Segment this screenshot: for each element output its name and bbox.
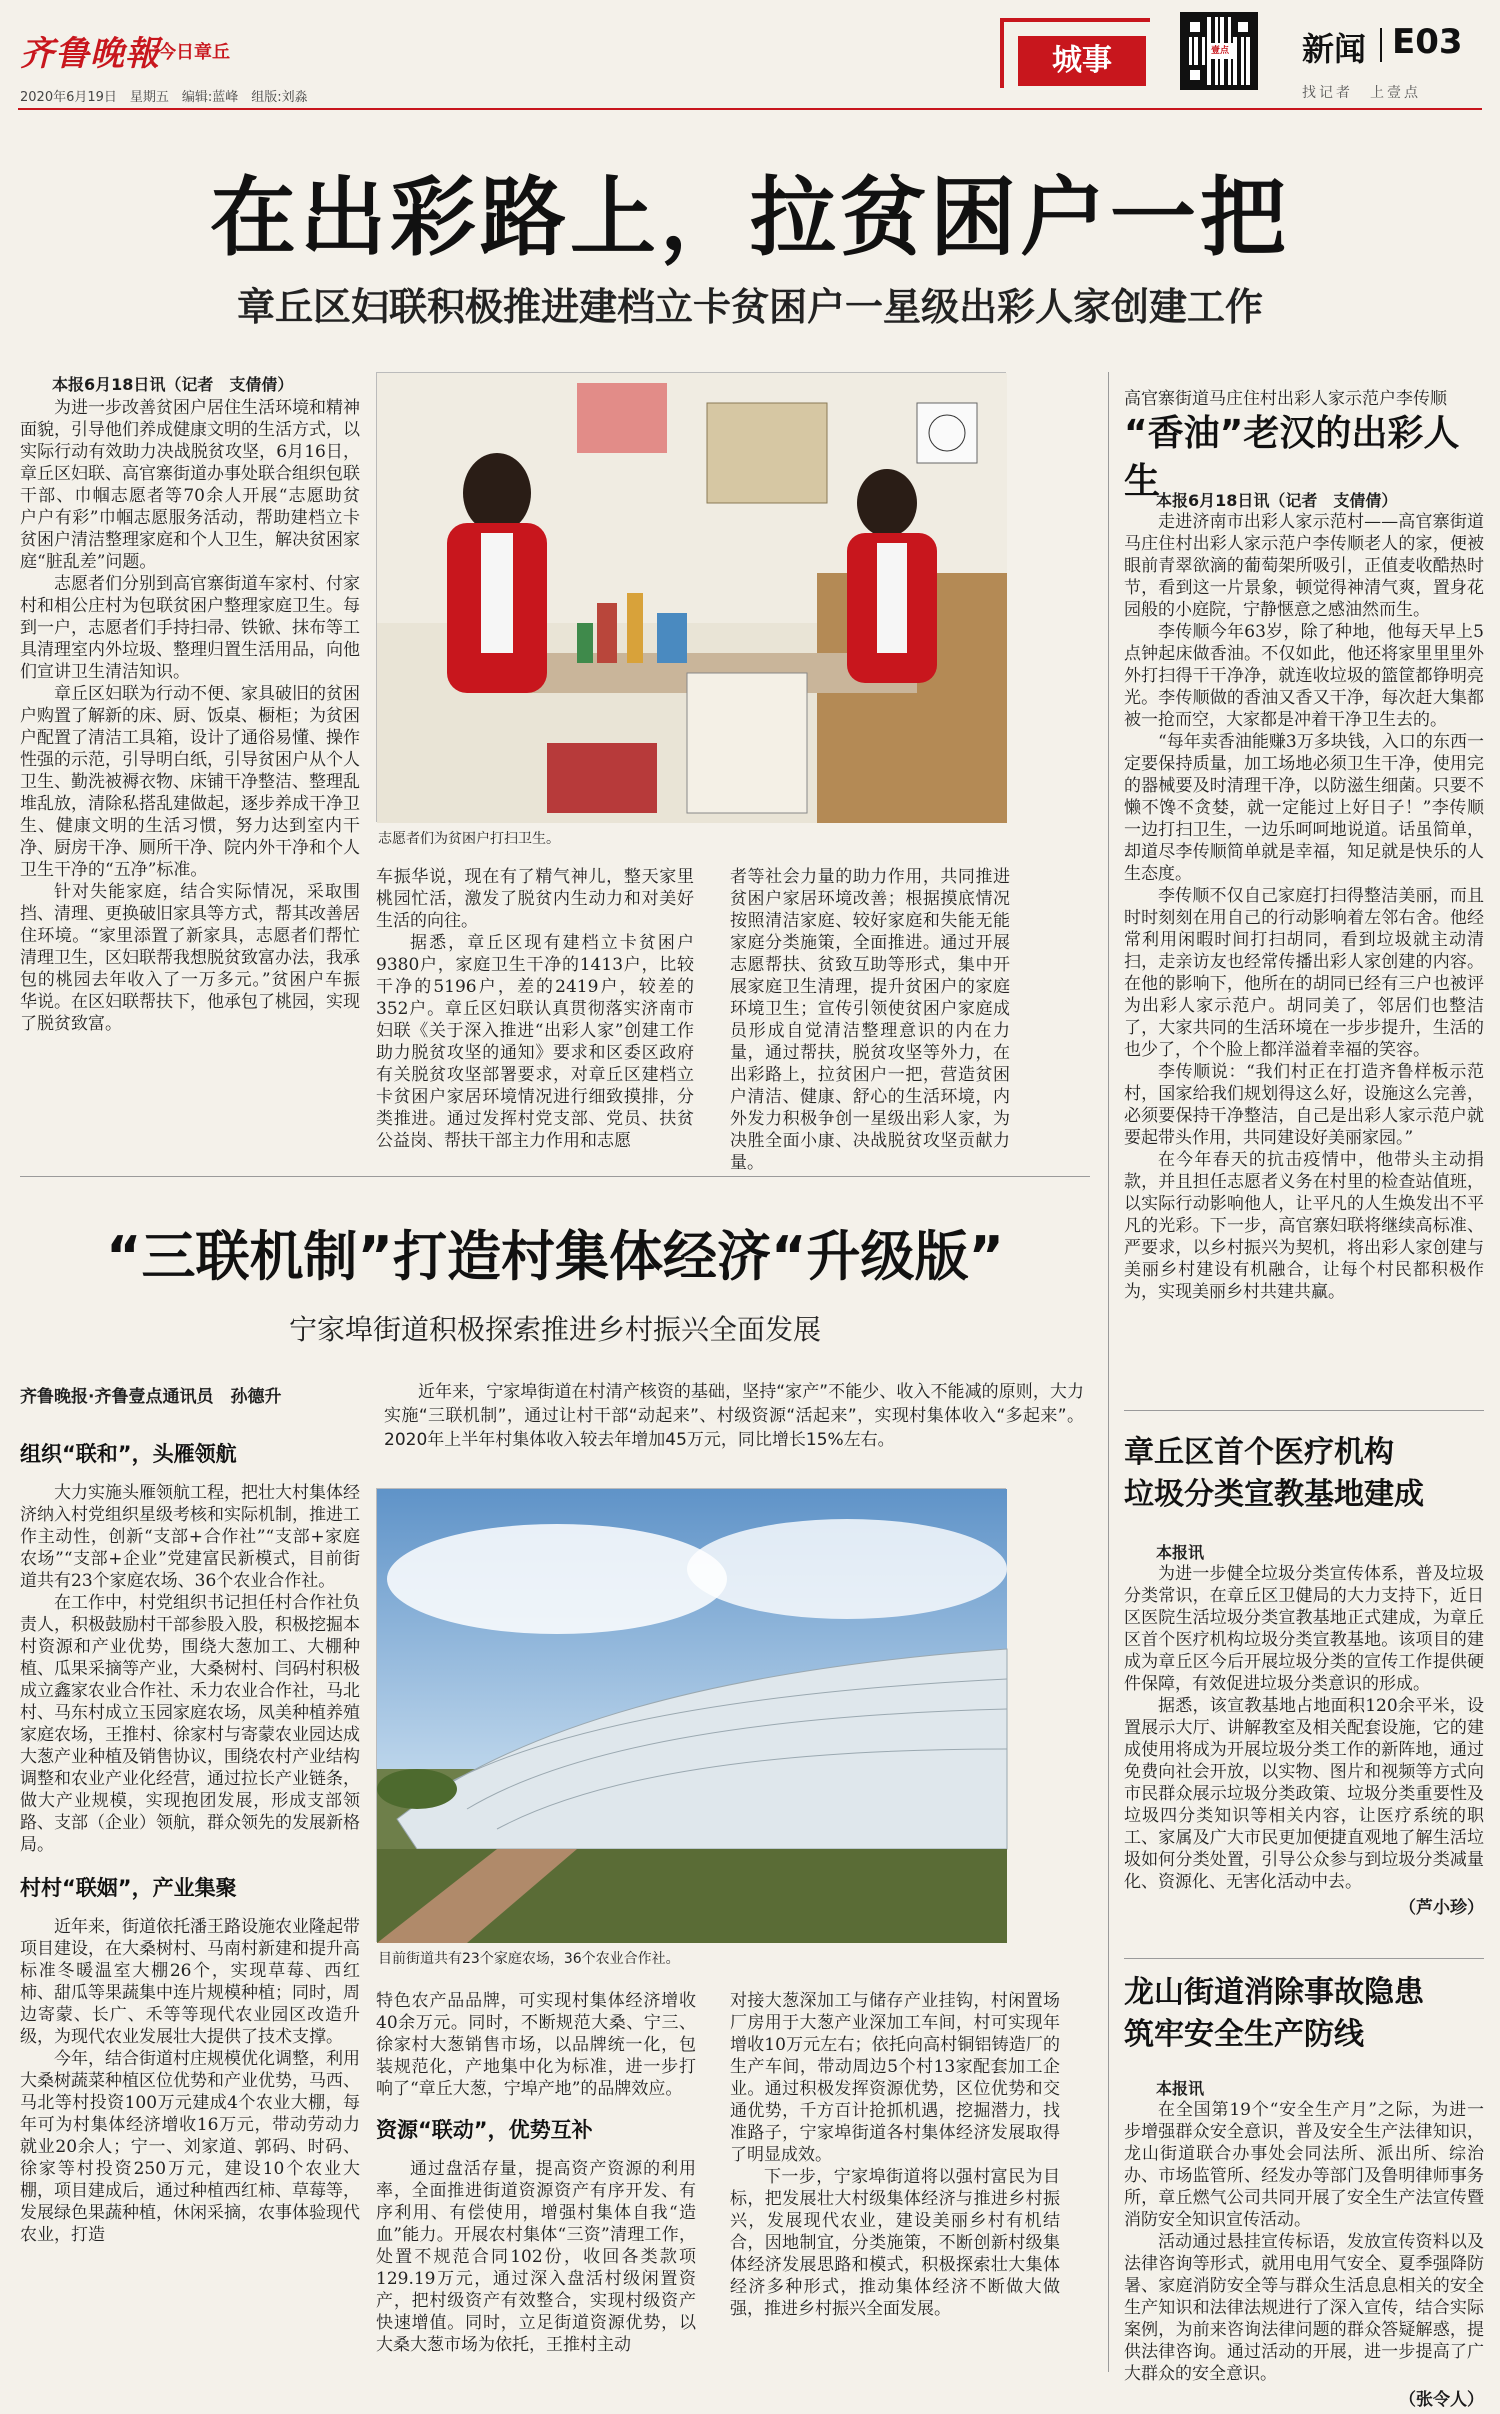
page-number: E03 <box>1392 22 1463 62</box>
article4-dateline: 本报讯 <box>1156 1543 1205 1562</box>
article1-col2 <box>376 866 694 1166</box>
article4-headline-line2: 垃圾分类宣教基地建成 <box>1124 1477 1424 1512</box>
article2-headline: “香油”老汉的出彩人生 <box>1124 413 1460 502</box>
paragraph: 走进济南市出彩人家示范村——高官寨街道马庄住村出彩人家示范户李传顺老人的家，便被眼前青翠欲滴的葡萄架所吸引，正值麦收酷热时节，看到这一片景象，顿觉得神清气爽，置身花园般的小庭院，宁静惬意之感油然而生。 <box>1124 512 1484 620</box>
paragraph: 活动通过悬挂宣传标语，发放宣传资料以及法律咨询等形式，就用电用气安全、夏季强降防暑、家庭消防安全等与群众生活息息相关的安全生产知识和法律法规进行了深入宣传，结合实际案例，为前来咨询法律问题的群众答疑解惑，提供法律咨询。通过活动的开展，进一步提高了广大群众的安全意识。 <box>1124 2232 1484 2384</box>
article4-signoff: （芦小珍） <box>1399 1898 1484 1918</box>
article1-headline: 在出彩路上，拉贫困户一把 <box>210 168 1290 268</box>
article5-text <box>1124 2099 1484 2385</box>
article1-col1 <box>20 372 360 1162</box>
article3-col1 <box>20 1420 360 2390</box>
paragraph: 据悉，该宣教基地占地面积120余平米，设置展示大厅、讲解教室及相关配套设施，它的建成使用将成为开展垃圾分类工作的新阵地，通过免费向社会开放，以实物、图片和视频等方式向市民群众展示垃圾分类政策、垃圾分类重要性及垃圾四分类知识等相关内容，让医疗系统的职工、家属及广大市民更加便捷直观地了解生活垃圾如何分类处置，引导公众参与到垃圾分类减量化、资源化、无害化活动中去。 <box>1124 1696 1484 1892</box>
article1-bottom-rule <box>20 1176 1090 1177</box>
article3-para-5 <box>730 1990 1060 2320</box>
section-tag <box>1000 18 1150 88</box>
paragraph: 在今年春天的抗击疫情中，他带头主动捐款，并且担任志愿者义务在村里的检查站值班，以实际行动影响他人，让平凡的人生焕发出不平凡的光彩。下一步，高官寨妇联将继续高标准、严要求，以乡村振兴为契机，将出彩人家创建与美丽乡村建设有机融合，让每个村民都积极作为，实现美丽乡村共建共赢。 <box>1124 1150 1484 1302</box>
article5-signoff: （张令人） <box>1399 2390 1484 2410</box>
paragraph: 李传顺今年63岁，除了种地，他每天早上5点钟起床做香油。不仅如此，他还将家里里里外外打扫得干干净净，就连收垃圾的篮筐都铮明亮光。李传顺做的香油又香又干净，每次赶大集都被一抢而空，大家都是冲着干净卫生去的。 <box>1124 622 1484 730</box>
qr-center-logo: 壹点 <box>1207 43 1233 59</box>
paragraph: 为进一步健全垃圾分类宣传体系，普及垃圾分类常识，在章丘区卫健局的大力支持下，近日区医院生活垃圾分类宣教基地正式建成，为章丘区首个医疗机构垃圾分类宣教基地。该项目的建成为章丘区今后开展垃圾分类的宣传工作提供硬件保障，有效促进垃圾分类意识的形成。 <box>1124 1564 1484 1694</box>
article5-headline-line2: 筑牢安全生产防线 <box>1124 2017 1364 2052</box>
article3-subheading-3: 资源“联动”，优势互补 <box>376 2118 593 2142</box>
column-divider-right <box>1108 372 1109 2372</box>
paragraph: 车振华说，现在有了精气神儿，整天家里桃园忙活，激发了脱贫内生动力和对美好生活的向往。 <box>376 867 694 931</box>
paragraph: 据悉，章丘区现有建档立卡贫困户9380户，家庭卫生干净的1413户，比较干净的5196户，差的2419户，较差的352户。章丘区妇联认真贯彻落实济南市妇联《关于深入推进“出彩人家”创建工作助力脱贫攻坚的通知》要求和区委区政府有关脱贫攻坚部署要求，对章丘区建档立卡贫困户家居环境情况进行细致摸排，分类推进。通过发挥村党支部、党员、扶贫公益岗、帮扶干部主力作用和志愿 <box>376 933 694 1151</box>
article3-lead: 近年来，宁家埠街道在村清产核资的基础，坚持“家产”不能少、收入不能减的原则，大力实施“三联机制”，通过让村干部“动起来”、村级资源“活起来”，实现村集体收入“多起来”。2020年上半年村集体收入较去年增加45万元，同比增长15%左右。 <box>384 1382 1084 1450</box>
volunteers-photo-caption: 志愿者们为贫困户打扫卫生。 <box>378 831 560 847</box>
section-name: 新闻 <box>1302 30 1367 68</box>
article3-subhead: 宁家埠街道积极探索推进乡村振兴全面发展 <box>288 1313 821 1346</box>
article1-subhead: 章丘区妇联积极推进建档立卡贫困户一星级出彩人家创建工作 <box>236 285 1263 329</box>
article2-kicker: 高官寨街道马庄住村出彩人家示范户李传顺 <box>1124 389 1447 409</box>
article3-subheading-1: 组织“联和”，头雁领航 <box>20 1442 237 1466</box>
masthead-divider <box>1380 28 1382 62</box>
paragraph: 大力实施头雁领航工程，把壮大村集体经济纳入村党组织星级考核和实际机制，推进工作主动性，创新“支部+合作社”“支部+家庭农场”“支部+企业”党建富民新模式，目前街道共有23个家庭农场、36个农业合作社。 <box>20 1483 360 1591</box>
edition-label: 今日章丘 <box>158 42 230 63</box>
masthead-rule <box>18 108 1482 110</box>
paragraph: 近年来，街道依托潘王路设施农业隆起带项目建设，在大桑树村、马南村新建和提升高标准冬暖温室大棚26个，实现草莓、西红柿、甜瓜等果蔬集中连片规模种植；同时，周边寄蒙、长广、禾等等现代农业园区改造升级，为现代农业发展壮大提供了技术支撑。 <box>20 1917 360 2047</box>
article4-headline-line1: 章丘区首个医疗机构 <box>1124 1435 1394 1470</box>
article2-dateline: 本报6月18日讯（记者 支倩倩） <box>1156 491 1398 510</box>
article4-body <box>1124 1540 1484 1960</box>
volunteers-illustration <box>377 373 1007 823</box>
paragraph: 李传顺说：“我们村正在打造齐鲁样板示范村，国家给我们规划得这么好，设施这么完善，必须要保持干净整洁，自己是出彩人家示范户就要起带头作用，共同建设好美丽家园。” <box>1124 1062 1484 1148</box>
greenhouse-illustration <box>377 1489 1007 1943</box>
paragraph: 在工作中，村党组织书记担任村合作社负责人，积极鼓励村干部参股入股，积极挖掘本村资源和产业优势，围绕大葱加工、大棚种植、瓜果采摘等产业，大桑树村、闫码村积极成立鑫家农业合作社、禾力农业合作社，马北村、马东村成立玉园家庭农场，凤美种植养殖家庭农场，王推村、徐家村与寄蒙农业园达成大葱产业种植及销售协议，围绕农村产业结构调整和农业产业化经营，通过拉长产业链条，做大产业规模，实现抱团发展，形成支部领路、支部（企业）领航，群众领先的发展新格局。 <box>20 1593 360 1855</box>
paragraph: 为进一步改善贫困户居住生活环境和精神面貌，引导他们养成健康文明的生活方式，以实际行动有效助力决战脱贫攻坚，6月16日，章丘区妇联、高官寨街道办事处联合组织包联干部、巾帼志愿者等70余人开展“志愿助贫 户户有彩”巾帼志愿服务活动，帮助建档立卡贫困户清洁整理家庭和个人卫生，解决贫困家庭“脏乱差”问题。 <box>20 398 360 572</box>
paragraph: 针对失能家庭，结合实际情况，采取围挡、清理、更换破旧家具等方式，帮其改善居住环境。“家里添置了新家具，志愿者们帮忙清理卫生，区妇联帮我想脱贫致富办法，我承包的桃园去年收入了一万多元。”贫困户车振华说。在区妇联帮扶下，他承包了桃园，实现了脱贫致富。 <box>20 882 360 1034</box>
greenhouse-photo-caption: 目前街道共有23个家庭农场，36个农业合作社。 <box>378 1951 680 1967</box>
masthead <box>0 0 1500 110</box>
article4-bottom-rule <box>1124 1958 1484 1959</box>
issue-meta: 2020年6月19日 星期五 编辑:蓝峰 组版:刘淼 <box>20 90 308 105</box>
paragraph: 者等社会力量的助力作用，共同推进贫困户家居环境改善；根据摸底情况按照清洁家庭、较好家庭和失能无能家庭分类施策，全面推进。通过开展志愿帮扶、贫致互助等形式，集中开展家庭卫生清理，提升贫困户的家庭环境卫生；宣传引领使贫困户家庭成员形成自觉清洁整理意识的内在力量，通过帮扶，脱贫攻坚等外力，在出彩路上，拉贫困户一把，营造贫困户清洁、健康、舒心的生活环境，内外发力积极争创一星级出彩人家，为决胜全面小康、决战脱贫攻坚贡献力量。 <box>730 867 1010 1173</box>
article2-body <box>1124 488 1484 1408</box>
section-tag-label: 城事 <box>1018 36 1146 86</box>
article3-col3 <box>730 1990 1060 2400</box>
paragraph: 在全国第19个“安全生产月”之际，为进一步增强群众安全意识，普及安全生产法律知识，龙山街道联合办事处会同法所、派出所、综治办、市场监管所、经发办等部门及鲁明律师事务所，章丘燃气公司共同开展了安全生产法宣传暨消防安全知识宣传活动。 <box>1124 2100 1484 2230</box>
paragraph: “每年卖香油能赚3万多块钱，入口的东西一定要保持质量，加工场地必须卫生干净，使用完的器械要及时清理干净，以防滋生细菌。只要不懒不馋不贪婪，就一定能过上好日子！”李传顺一边打扫卫生，一边乐呵呵地说道。话虽简单，却道尽李传顺简单就是幸福，知足就是快乐的人生态度。 <box>1124 732 1484 884</box>
paragraph: 今年，结合街道村庄规模优化调整，利用大桑树蔬菜种植区位优势和产业优势，马西、马北等村投资100万元建成4个农业大棚，每年可为村集体经济增收16万元，带动劳动力就业20余人；宁一、刘家道、郭码、时码、徐家等村投资250万元，建设10个农业大棚，项目建成后，通过种植西红柿、草莓等，发展绿色果蔬种植，休闲采摘，农事体验现代农业，打造 <box>20 2049 360 2245</box>
article1-col1-text <box>20 397 360 1035</box>
article1-col3-text <box>730 866 1010 1174</box>
paragraph: 志愿者们分别到高官寨街道车家村、付家村和相公庄村为包联贫困户整理家庭卫生。每到一户，志愿者们手持扫帚、铁锨、抹布等工具清理室内外垃圾、整理归置生活用品，向他们宣讲卫生清洁知识。 <box>20 574 360 682</box>
article3-para-3 <box>376 1990 696 2100</box>
article5-headline <box>1124 1972 1484 2056</box>
paragraph: 李传顺不仅自己家庭打扫得整洁美丽，而且时时刻刻在用自己的行动影响着左邻右舍。他经常利用闲暇时间打扫胡同，看到垃圾就主动清扫，走亲访友也经常传播出彩人家创建的内容。在他的影响下，他所在的胡同已经有三户也被评为出彩人家示范户。胡同美了，邻居们也整洁了，大家共同的生活环境在一步步提升，生活的也少了，个个脸上都洋溢着幸福的笑容。 <box>1124 886 1484 1060</box>
article3-headline: “三联机制”打造村集体经济“升级版” <box>106 1225 1004 1288</box>
article3-byline: 齐鲁晚报·齐鲁壹点通讯员 孙德升 <box>20 1387 282 1407</box>
article2-text <box>1124 511 1484 1303</box>
article3-para-1 <box>20 1482 360 1856</box>
newspaper-logo: 齐鲁晚報 <box>20 34 160 74</box>
article5-body <box>1124 2076 1484 2410</box>
paragraph: 特色农产品品牌，可实现村集体经济增收40余万元。同时，不断规范大桑、宁三、徐家村大葱销售市场，以品牌统一化，包装规范化，产地集中化为标准，进一步打响了“章丘大葱，宁埠产地”的品牌效应。 <box>376 1991 696 2099</box>
article1-dateline: 本报6月18日讯（记者 支倩倩） <box>52 375 294 394</box>
article3-subheading-2: 村村“联姻”，产业集聚 <box>20 1876 237 1900</box>
paragraph: 下一步，宁家埠街道将以强村富民为目标，把发展壮大村级集体经济与推进乡村振兴，发展现代农业，建设美丽乡村有机结合，因地制宜，分类施策，不断创新村级集体经济发展思路和模式，积极探索壮大集体经济多种形式，推动集体经济不断做大做强，推进乡村振兴全面发展。 <box>730 2167 1060 2319</box>
volunteers-photo <box>376 372 1006 822</box>
qr-code[interactable] <box>1180 12 1258 90</box>
article4-headline <box>1124 1432 1484 1516</box>
article3-para-4 <box>376 2158 696 2356</box>
paragraph: 通过盘活存量，提高资产资源的利用率，全面推进街道资源资产有序开发、有序利用、有偿使用，增强村集体自我“造血”能力。开展农村集体“三资”清理工作，处置不规范合同102份，收回各类款项129.19万元，通过深入盘活村级闲置资产，把村级资产有效整合，实现村级资产快速增值。同时，立足街道资源优势，以大桑大葱市场为依托，王推村主动 <box>376 2159 696 2355</box>
article5-dateline: 本报讯 <box>1156 2079 1205 2098</box>
article2-bottom-rule <box>1124 1410 1484 1411</box>
article4-text <box>1124 1563 1484 1893</box>
article5-headline-line1: 龙山街道消除事故隐患 <box>1124 1975 1424 2010</box>
paragraph: 对接大葱深加工与储存产业挂钩，村闲置场厂房用于大葱产业深加工车间，村可实现年增收10万元左右；依托向高村铜铝铸造厂的生产车间，带动周边5个村13家配套加工企业。通过积极发挥资源优势，区位优势和交通优势，千方百计抢抓机遇，挖掘潜力，找准路子，宁家埠街道各村集体经济发展取得了明显成效。 <box>730 1991 1060 2165</box>
qr-caption: 找记者 上壹点 <box>1302 85 1421 101</box>
greenhouse-photo <box>376 1488 1006 1942</box>
article1-col2-text <box>376 866 694 1152</box>
article1-col3 <box>730 866 1010 1173</box>
article3-col2 <box>376 1990 696 2400</box>
paragraph: 章丘区妇联为行动不便、家具破旧的贫困户购置了解新的床、厨、饭桌、橱柜；为贫困户配置了清洁工具箱，设计了通俗易懂、操作性强的示范，引导明白纸，引导贫困户从个人卫生、勤洗被褥衣物、床铺干净整洁、整理乱堆乱放，清除私搭乱建做起，逐步养成干净卫生、健康文明的生活习惯，努力达到室内干净、厨房干净、厕所干净、院内外干净和个人卫生干净的“五净”标准。 <box>20 684 360 880</box>
article3-para-2 <box>20 1916 360 2246</box>
